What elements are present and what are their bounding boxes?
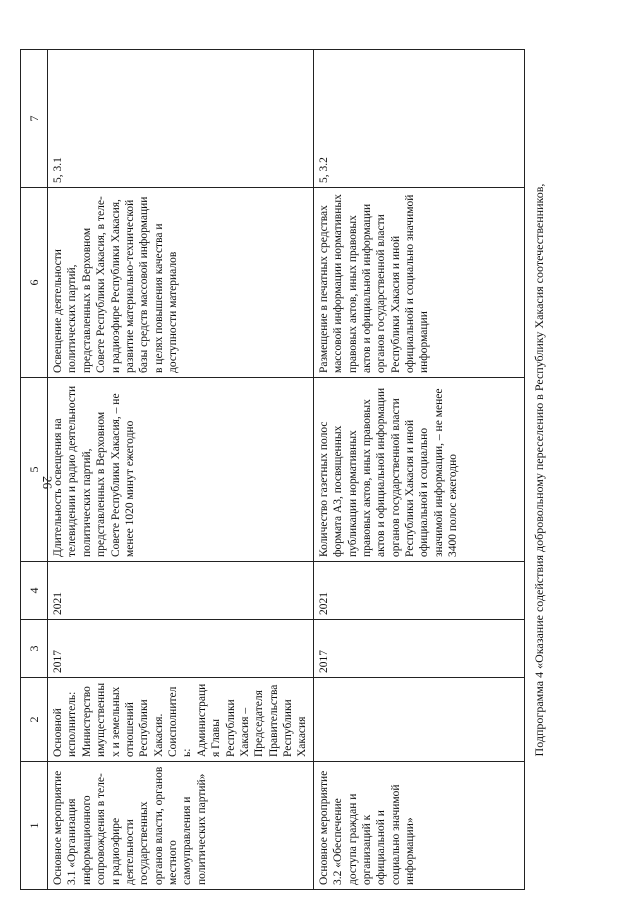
header-cell: 5	[21, 378, 48, 562]
end-year-cell: 2021	[313, 562, 524, 620]
header-cell: 1	[21, 762, 48, 890]
page-number: 26	[40, 476, 55, 489]
table-row	[48, 50, 314, 890]
indicator-cell: Количество газетных полос формата А3, посвященных публикации нормативных правовых актов, иных правовых актов и официальной информации органов государственной власти Республики Хакасия и иной официальной и социально значимой информации, – не менее 3400 полос ежегодно	[313, 378, 524, 562]
expected-result-cell: Размещение в печатных средствах массовой информации нормативных правовых актов, иных правовых актов и официальной информации органов государственной власти Республики Хакасия и иной официальной и социально значимой информации	[313, 188, 524, 378]
table-header-row	[21, 50, 48, 890]
end-year-cell: 2021	[48, 562, 314, 620]
activity-name-cell: Основное мероприятие 3.1 «Организация информационного сопровождения в теле- и радиоэфире деятельности государственных органов власти, органов местного самоуправления и политических партий»	[48, 762, 314, 890]
header-cell: 4	[21, 562, 48, 620]
table-row	[313, 50, 524, 890]
indicator-cell: Длительность освещения на телевидении и радио деятельности политических партий, представленных в Верховном Совете Республики Хакасия, – не менее 1020 минут ежегодно	[48, 378, 314, 562]
start-year-cell: 2017	[313, 620, 524, 678]
header-cell: 2	[21, 678, 48, 762]
rotated-landscape-content	[20, 50, 560, 890]
start-year-cell: 2017	[48, 620, 314, 678]
executor-cell: Основной исполнитель: Министерство имущественных и земельных отношений Республики Хакасия. Соисполнитель: Администрация Главы Республики Хакасия – Председателя Правительства Республики Хакасия	[48, 678, 314, 762]
executor-cell	[313, 678, 524, 762]
activity-name-cell: Основное мероприятие 3.2 «Обеспечение доступа граждан и организаций к официальной и социально значимой информации»	[313, 762, 524, 890]
expected-result-cell: Освещение деятельности политических партий, представленных в Верховном Совете Республики Хакасия, в теле- и радиоэфире Республики Хакасия, развитие материально-технической базы средств массовой информации в целях повышения качества и доступности материалов	[48, 188, 314, 378]
program-activities-table	[20, 49, 525, 890]
header-cell: 3	[21, 620, 48, 678]
reference-cell: 5, 3.1	[48, 50, 314, 188]
header-cell: 6	[21, 188, 48, 378]
subprogram-heading: Подпрограмма 4 «Оказание содействия добровольному переселению в Республику Хакасия соотечественников,	[532, 183, 546, 757]
reference-cell: 5, 3.2	[313, 50, 524, 188]
header-cell: 7	[21, 50, 48, 188]
